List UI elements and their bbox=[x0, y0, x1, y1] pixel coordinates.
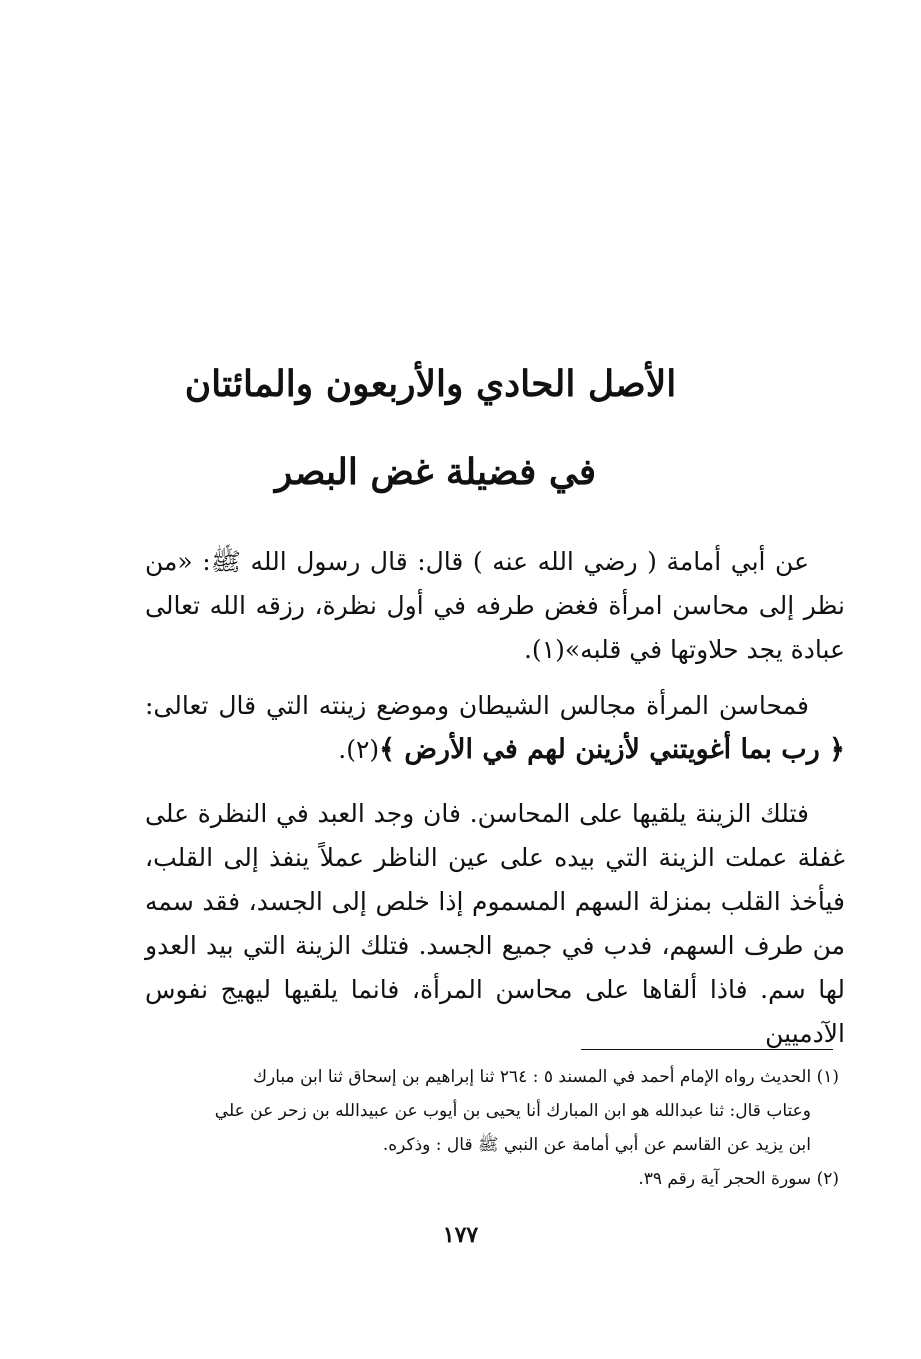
paragraph-hadith bbox=[145, 540, 845, 672]
chapter-title: الأصل الحادي والأربعون والمائتان bbox=[184, 363, 677, 405]
paragraph-text: عن أبي أمامة ( رضي الله عنه ) قال: قال رسول الله ﷺ: «من نظر إلى محاسن امرأة فغض طرفه في أول نظرة، رزقه الله تعالى عبادة يجد حلاوتها في قلبه»(١). bbox=[145, 547, 845, 664]
chapter-subtitle: في فضيلة غض البصر bbox=[274, 451, 597, 493]
footnote-2: (٢) سورة الحجر آية رقم ٣٩. bbox=[638, 1169, 839, 1189]
footnote-1-line-3: ابن يزيد عن القاسم عن أبي أمامة عن النبي ﷺ قال : وذكره. bbox=[382, 1135, 811, 1155]
paragraph-quran bbox=[145, 684, 845, 772]
paragraph-text: فتلك الزينة يلقيها على المحاسن. فان وجد العبد في النظرة على غفلة عملت الزينة التي بيده على عين الناظر عملاً ينفذ إلى القلب، فيأخذ القلب بمنزلة السهم المسموم إذا خلص إلى الجسد، فقد سمه من طرف السهم، فدب في جميع الجسد. فتلك الزينة التي بيد العدو لها سم. فاذا ألقاها على محاسن المرأة، فانما يلقيها ليهيج نفوس الآدميين bbox=[145, 799, 845, 1048]
footnotes bbox=[139, 1060, 839, 1196]
footnote-1-line-2: وعتاب قال: ثنا عبدالله هو ابن المبارك أنا يحيى بن أيوب عن عبيدالله بن زحر عن علي bbox=[214, 1101, 811, 1121]
quran-verse: ﴿ رب بما أغويتني لأزينن لهم في الأرض ﴾ bbox=[379, 734, 845, 765]
paragraph-commentary bbox=[145, 792, 845, 1056]
footnote-1-line-1: (١) الحديث رواه الإمام أحمد في المسند ٥ : ٢٦٤ ثنا إبراهيم بن إسحاق ثنا ابن مبارك bbox=[253, 1067, 839, 1087]
paragraph-intro: فمحاسن المرأة مجالس الشيطان وموضع زينته التي قال تعالى: bbox=[145, 691, 809, 720]
footnote-ref: (٢). bbox=[338, 735, 380, 764]
page-number: ١٧٧ bbox=[442, 1222, 479, 1248]
paragraph-text bbox=[145, 684, 845, 772]
footnote-divider bbox=[581, 1049, 833, 1050]
